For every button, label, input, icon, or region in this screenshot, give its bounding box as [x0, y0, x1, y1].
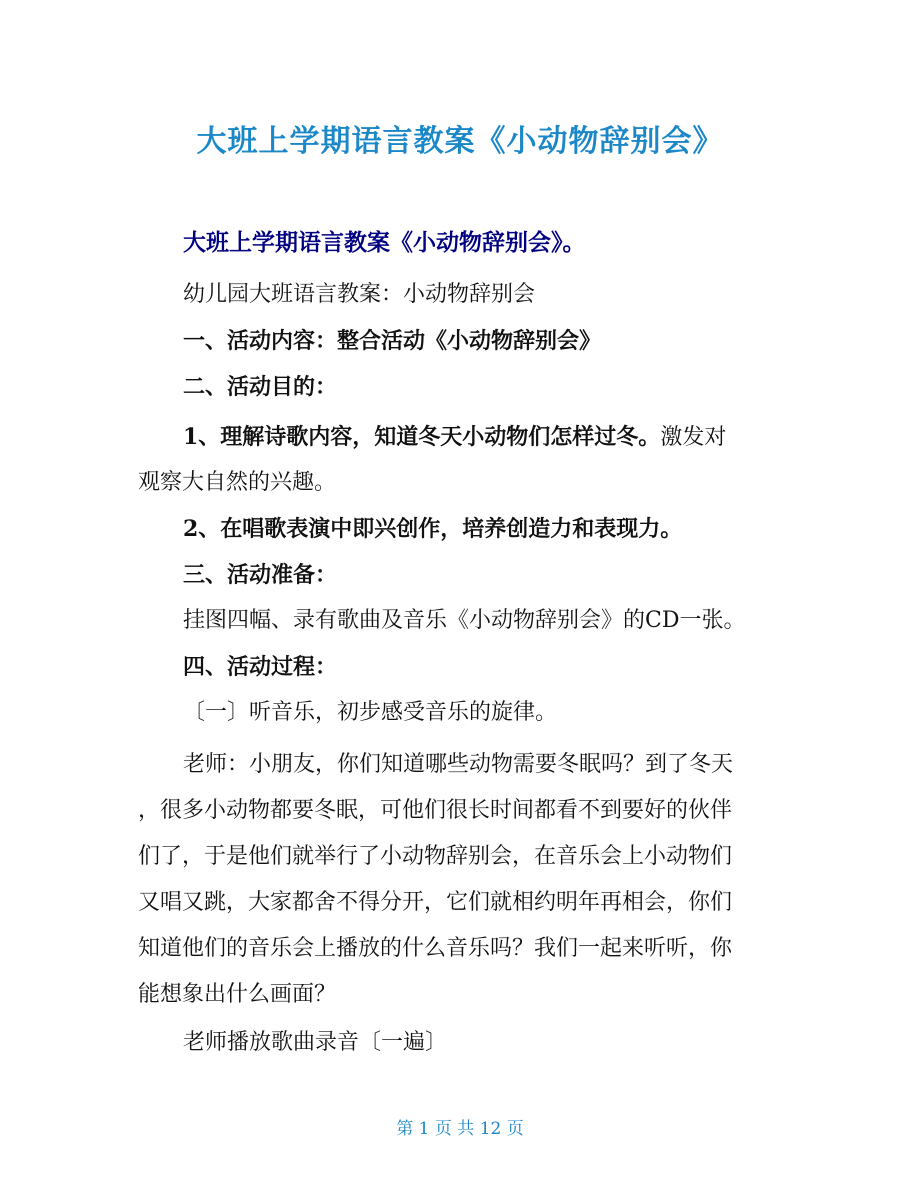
total-page-count: 12 [479, 1119, 502, 1139]
teacher-line: 知道他们的音乐会上播放的什么音乐吗？我们一起来听听，你 [138, 936, 733, 961]
preparation-text: 挂图四幅、录有歌曲及音乐《小动物辞别会》的CD一张。 [183, 608, 746, 633]
footer-prefix: 第 [396, 1119, 414, 1139]
teacher-line: 老师：小朋友，你们知道哪些动物需要冬眠吗？到了冬天 [183, 752, 734, 777]
goal-1-rest-text: 激发对 [660, 425, 727, 450]
document-title: 大班上学期语言教案《小动物辞别会》 [196, 124, 724, 159]
teacher-line: ，很多小动物都要冬眠，可他们很长时间都看不到要好的伙伴 [138, 798, 733, 823]
section-heading-process: 四、活动过程： [183, 654, 338, 680]
section-heading-goals: 二、活动目的： [183, 374, 338, 400]
play-recording-line: 老师播放歌曲录音〔一遍〕 [183, 1030, 448, 1055]
goal-1 [183, 414, 833, 461]
current-page-number: 1 [418, 1119, 430, 1139]
page-footer [0, 1114, 920, 1139]
document-subtitle: 大班上学期语言教案《小动物辞别会》。 [183, 230, 586, 256]
teacher-line: 们了，于是他们就举行了小动物辞别会，在音乐会上小动物们 [138, 844, 733, 869]
footer-middle: 页 共 [434, 1119, 475, 1139]
course-line: 幼儿园大班语言教案：小动物辞别会 [183, 282, 536, 307]
goal-1-continuation: 观察大自然的兴趣。 [138, 470, 337, 495]
teacher-line: 又唱又跳，大家都舍不得分开，它们就相约明年再相会，你们 [138, 890, 733, 915]
section-heading-preparation: 三、活动准备： [183, 562, 338, 588]
goal-2: 2、在唱歌表演中即兴创作，培养创造力和表现力。 [183, 516, 683, 542]
section-heading-content: 一、活动内容：整合活动《小动物辞别会》 [183, 328, 602, 354]
goal-1-bold-text: 1、理解诗歌内容，知道冬天小动物们怎样过冬。 [183, 424, 661, 450]
teacher-line: 能想象出什么画面？ [138, 982, 337, 1007]
step-1: 〔一〕听音乐，初步感受音乐的旋律。 [183, 700, 558, 725]
footer-suffix: 页 [506, 1119, 524, 1139]
